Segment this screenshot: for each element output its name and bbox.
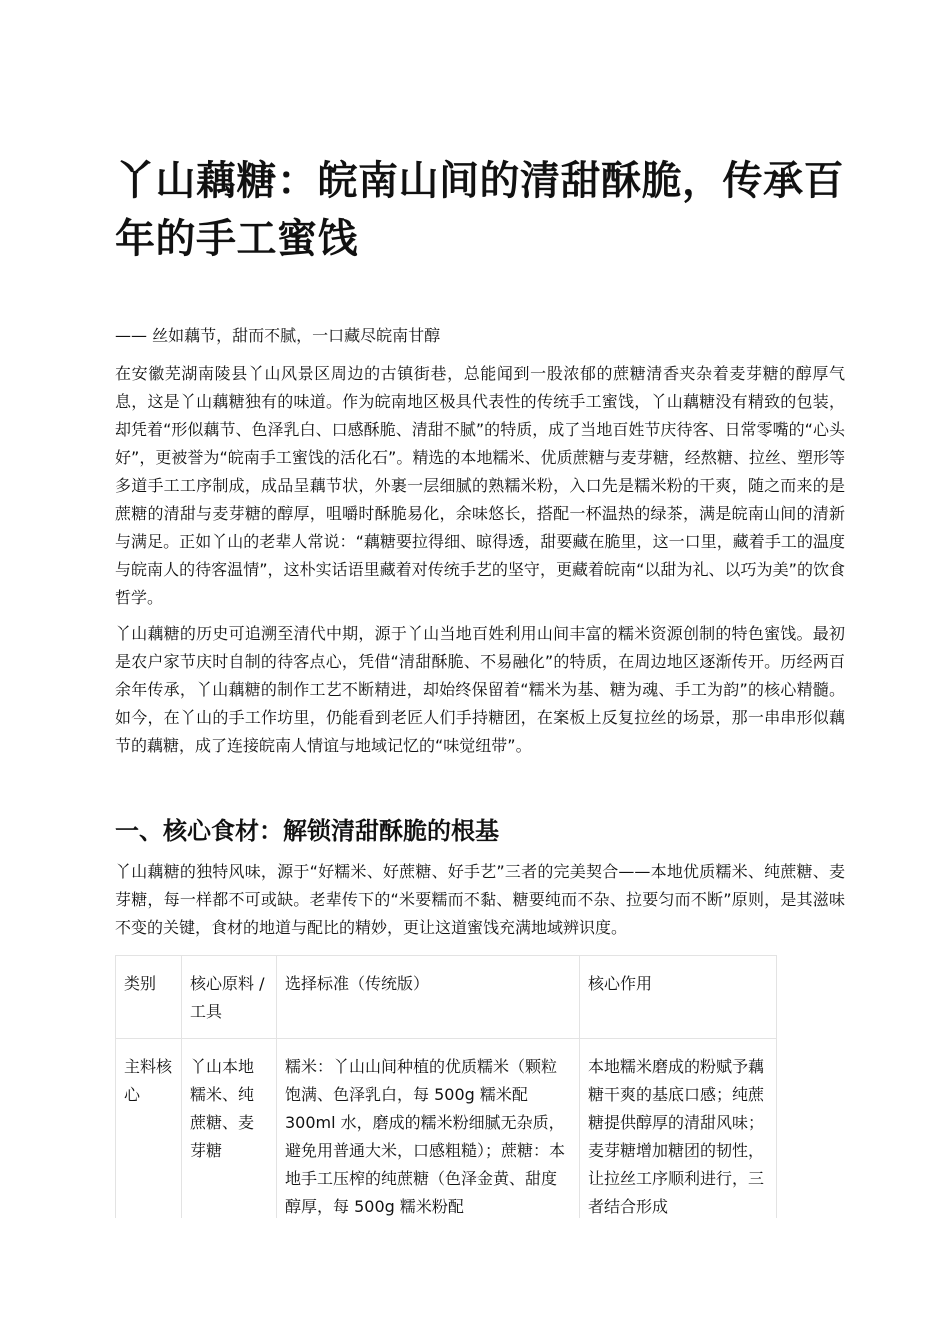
table-header-cell: 类别 xyxy=(116,956,182,1039)
intro-paragraph-2: 丫山藕糖的历史可追溯至清代中期，源于丫山当地百姓利用山间丰富的糯米资源创制的特色蜜饯。最初是农户家节庆时自制的待客点心，凭借“清甜酥脆、不易融化”的特质，在周边地区逐渐传开。历经两百余年传承，丫山藕糖的制作工艺不断精进，却始终保留着“糯米为基、糖为魂、手工为韵”的核心精髓。如今，在丫山的手工作坊里，仍能看到老匠人们手持糖团，在案板上反复拉丝的场景，那一串串形似藕节的藕糖，成了连接皖南人情谊与地域记忆的“味觉纽带”。 xyxy=(115,624,845,755)
ingredients-table-container xyxy=(115,955,777,1218)
section-heading: 一、核心食材：解锁清甜酥脆的根基 xyxy=(115,817,499,845)
page-title: 丫山藕糖：皖南山间的清甜酥脆，传承百年的手工蜜饯 xyxy=(115,158,844,262)
table-header-cell: 核心原料 / 工具 xyxy=(182,956,277,1039)
intro-paragraph-1: 在安徽芜湖南陵县丫山风景区周边的古镇街巷，总能闻到一股浓郁的蔗糖清香夹杂着麦芽糖的醇厚气息，这是丫山藕糖独有的味道。作为皖南地区极具代表性的传统手工蜜饯，丫山藕糖没有精致的包装，却凭着“形似藕节、色泽乳白、口感酥脆、清甜不腻”的特质，成了当地百姓节庆待客、日常零嘴的“心头好”，更被誉为“皖南手工蜜饯的活化石”。精选的本地糯米、优质蔗糖与麦芽糖，经熬糖、拉丝、塑形等多道手工工序制成，成品呈藕节状，外裹一层细腻的熟糯米粉，入口先是糯米粉的干爽，随之而来的是蔗糖的清甜与麦芽糖的醇厚，咀嚼时酥脆易化，余味悠长，搭配一杯温热的绿茶，满是皖南山间的清新与满足。正如丫山的老辈人常说：“藕糖要拉得细、晾得透，甜要藏在脆里，这一口里，藏着手工的温度与皖南人的待客温情”，这朴实话语里藏着对传统手艺的坚守，更藏着皖南“以甜为礼、以巧为美”的饮食哲学。 xyxy=(115,364,845,607)
table-header-cell: 选择标准（传统版） xyxy=(277,956,580,1039)
table-row xyxy=(116,1039,777,1219)
section-intro: 丫山藕糖的独特风味，源于“好糯米、好蔗糖、好手艺”三者的完美契合——本地优质糯米、纯蔗糖、麦芽糖，每一样都不可或缺。老辈传下的“米要糯而不黏、糖要纯而不杂、拉要匀而不断”原则，是其滋味不变的关键，食材的地道与配比的精妙，更让这道蜜饯充满地域辨识度。 xyxy=(115,862,845,937)
table-header-row xyxy=(116,956,777,1039)
table-cell-category: 主料核心 xyxy=(116,1039,182,1219)
subtitle: —— 丝如藕节，甜而不腻，一口藏尽皖南甘醇 xyxy=(115,326,441,345)
table-cell-material: 丫山本地糯米、纯蔗糖、麦芽糖 xyxy=(182,1039,277,1219)
ingredients-table xyxy=(115,955,777,1218)
table-cell-role: 本地糯米磨成的粉赋予藕糖干爽的基底口感；纯蔗糖提供醇厚的清甜风味；麦芽糖增加糖团的韧性，让拉丝工序顺利进行，三者结合形成 xyxy=(580,1039,777,1219)
table-header-cell: 核心作用 xyxy=(580,956,777,1039)
table-cell-standard: 糯米：丫山山间种植的优质糯米（颗粒饱满、色泽乳白，每 500g 糯米配 300ml 水，磨成的糯米粉细腻无杂质，避免用普通大米，口感粗糙）；蔗糖：本地手工压榨的纯蔗糖（色泽金黄、甜度醇厚，每 500g 糯米粉配 xyxy=(277,1039,580,1219)
